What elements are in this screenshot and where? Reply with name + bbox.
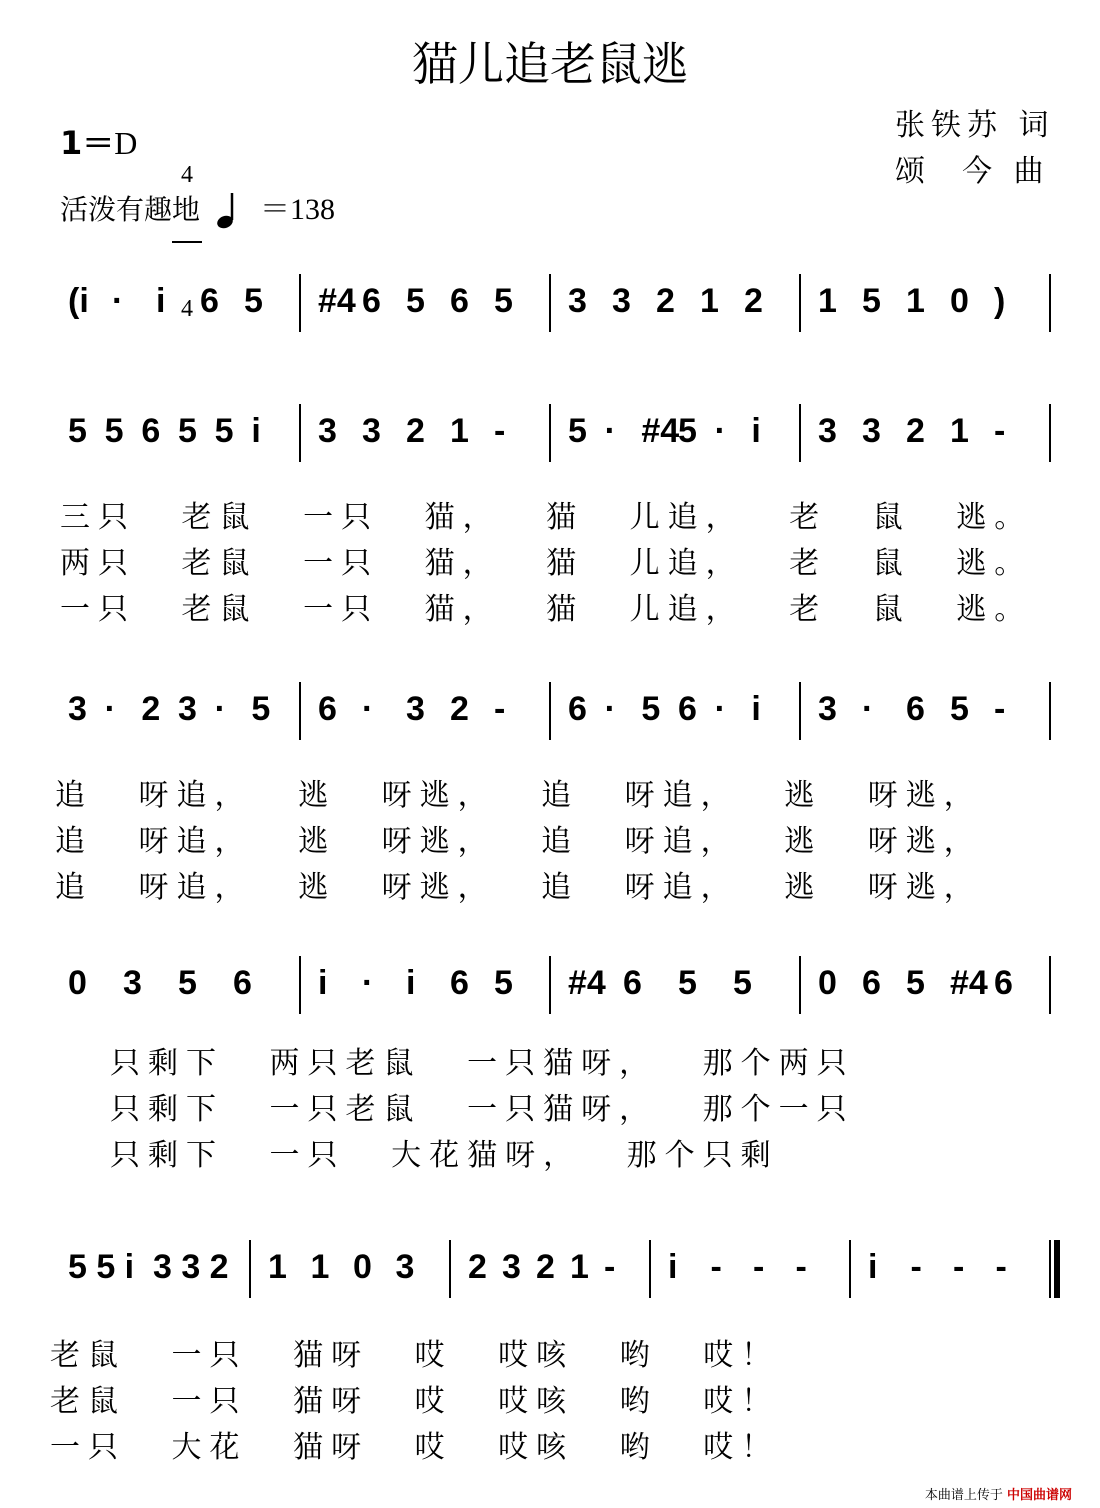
- tempo-bpm: ＝138: [260, 193, 336, 226]
- note: 6: [450, 964, 469, 1002]
- time-sig-bottom: 4: [181, 296, 193, 322]
- lyric-verse-1: 只剩下 两只老鼠 一只猫呀， 那个两只: [110, 1046, 855, 1081]
- footer-brand: 中国曲谱网: [1006, 1488, 1072, 1503]
- note: 5: [678, 412, 697, 450]
- note: 5: [494, 282, 513, 320]
- notation-line-2: [50, 404, 1070, 464]
- note: 6: [233, 964, 252, 1002]
- tempo-marking: [60, 184, 335, 228]
- lyric-verse-1: 老鼠 一只 猫呀 哎 哎咳 哟 哎！: [50, 1338, 780, 1373]
- note: 6: [862, 964, 881, 1002]
- note: -: [994, 690, 1006, 728]
- note: 5: [733, 964, 752, 1002]
- lyric-verse-1: 追 呀追， 逃 呀逃， 追 呀追， 逃 呀逃，: [55, 778, 982, 813]
- note: i: [668, 1248, 678, 1286]
- lyric-verse-2: 只剩下 一只老鼠 一只猫呀， 那个一只: [110, 1092, 855, 1127]
- composer-credit: 颂 今 曲: [895, 154, 1050, 189]
- note: ·: [104, 690, 116, 728]
- lyric-verse-3: 一只 老鼠 一只 猫， 猫 儿追， 老 鼠 逃。: [60, 592, 1033, 627]
- note: -: [494, 412, 506, 450]
- note: 5: [178, 964, 197, 1002]
- note: 0: [353, 1248, 372, 1286]
- note: 1: [700, 282, 719, 320]
- note: 5: [96, 1248, 116, 1286]
- note: -: [795, 1248, 807, 1286]
- note: -: [753, 1248, 765, 1286]
- note: 6: [141, 412, 161, 450]
- note: i: [751, 690, 761, 728]
- note: 5: [251, 690, 271, 728]
- note: -: [494, 690, 506, 728]
- note: -: [710, 1248, 722, 1286]
- time-sig-bar: [172, 241, 202, 243]
- note: 6: [362, 282, 381, 320]
- lyric-verse-3: 一只 大花 猫呀 哎 哎咳 哟 哎！: [50, 1430, 780, 1465]
- note: 5: [214, 412, 234, 450]
- note: 5: [494, 964, 513, 1002]
- note: i: [751, 412, 761, 450]
- note: 3: [153, 1248, 172, 1286]
- note: -: [994, 412, 1006, 450]
- note: 5: [178, 412, 197, 450]
- note: ·: [214, 690, 226, 728]
- note: i: [124, 1248, 135, 1286]
- note: 3: [568, 282, 587, 320]
- key-name: D: [114, 125, 138, 161]
- note: 1: [570, 1248, 589, 1286]
- note: 2: [209, 1248, 229, 1286]
- note: -: [604, 1248, 616, 1286]
- note: 3: [406, 690, 425, 728]
- note: 6: [994, 964, 1013, 1002]
- note: #4: [950, 964, 988, 1002]
- note: 2: [744, 282, 763, 320]
- note: 5: [950, 690, 969, 728]
- note: 5: [406, 282, 425, 320]
- note: i: [251, 412, 261, 450]
- note: 5: [862, 282, 881, 320]
- lyric-verse-1: 三只 老鼠 一只 猫， 猫 儿追， 老 鼠 逃。: [60, 500, 1033, 535]
- note: #4: [318, 282, 356, 320]
- note: 0: [68, 964, 87, 1002]
- note: 3: [123, 964, 142, 1002]
- note: ·: [714, 690, 726, 728]
- note: -: [995, 1248, 1007, 1286]
- lyric-verse-2: 追 呀追， 逃 呀逃， 追 呀追， 逃 呀逃，: [55, 824, 982, 859]
- note: ·: [604, 690, 616, 728]
- note: 6: [318, 690, 337, 728]
- note: 0: [818, 964, 837, 1002]
- note: ·: [604, 412, 616, 450]
- note: 5: [641, 690, 661, 728]
- note: 5: [68, 1248, 87, 1286]
- notation-line-4: [50, 956, 1070, 1016]
- note: 6: [623, 964, 642, 1002]
- note: 2: [406, 412, 425, 450]
- note: 5: [906, 964, 925, 1002]
- note: 6: [678, 690, 697, 728]
- note: 3: [68, 690, 87, 728]
- note: 1: [818, 282, 837, 320]
- note: (i: [68, 282, 89, 320]
- notation-line-3: [50, 682, 1070, 742]
- note: 1: [950, 412, 969, 450]
- note: i: [318, 964, 328, 1002]
- note: 5: [678, 964, 697, 1002]
- note: -: [910, 1248, 922, 1286]
- note: 0: [950, 282, 969, 320]
- note: 2: [536, 1248, 555, 1286]
- note: -: [953, 1248, 965, 1286]
- note: ): [994, 282, 1006, 320]
- note: ·: [862, 690, 874, 728]
- lyricist-credit: 张铁苏 词: [895, 108, 1055, 143]
- note: i: [868, 1248, 878, 1286]
- note: 5: [568, 412, 587, 450]
- lyric-verse-2: 两只 老鼠 一只 猫， 猫 儿追， 老 鼠 逃。: [60, 546, 1033, 581]
- note: 1: [450, 412, 469, 450]
- note: 6: [450, 282, 469, 320]
- notation-line-1: [50, 274, 1070, 334]
- note: 1: [906, 282, 925, 320]
- note: #4: [568, 964, 606, 1002]
- note: 6: [200, 282, 219, 320]
- song-title: 猫儿追老鼠逃: [412, 37, 688, 91]
- note: 3: [612, 282, 631, 320]
- note: ·: [362, 964, 374, 1002]
- lyric-verse-3: 只剩下 一只 大花猫呀， 那个只剩: [110, 1138, 779, 1173]
- final-barline: [1054, 1240, 1060, 1298]
- note: 6: [906, 690, 925, 728]
- note: 3: [818, 412, 837, 450]
- note: 3: [395, 1248, 415, 1286]
- note: i: [156, 282, 166, 320]
- footer-text: 本曲谱上传于: [924, 1488, 1003, 1503]
- note: 3: [181, 1248, 201, 1286]
- key-signature: [60, 118, 137, 164]
- note: ·: [112, 282, 124, 320]
- note: 5: [244, 282, 263, 320]
- note: 5: [68, 412, 87, 450]
- note: 6: [568, 690, 587, 728]
- note: 1: [310, 1248, 330, 1286]
- note: ·: [362, 690, 374, 728]
- note: i: [406, 964, 416, 1002]
- note: 2: [141, 690, 161, 728]
- note: 2: [906, 412, 925, 450]
- footer: [925, 1484, 1072, 1503]
- note: 5: [104, 412, 124, 450]
- note: 3: [818, 690, 837, 728]
- time-sig-top: 4: [181, 162, 193, 188]
- note: 3: [362, 412, 381, 450]
- lyric-verse-2: 老鼠 一只 猫呀 哎 哎咳 哟 哎！: [50, 1384, 780, 1419]
- note: #4: [641, 412, 680, 450]
- note: 2: [468, 1248, 487, 1286]
- key-prefix: 1＝: [60, 124, 115, 162]
- note: 3: [178, 690, 197, 728]
- note: 2: [656, 282, 675, 320]
- note: 3: [862, 412, 881, 450]
- note: 3: [502, 1248, 521, 1286]
- tempo-text: 活泼有趣地: [60, 193, 201, 226]
- note: ·: [714, 412, 726, 450]
- lyric-verse-3: 追 呀追， 逃 呀逃， 追 呀追， 逃 呀逃，: [55, 870, 982, 905]
- notation-line-5: [50, 1240, 1070, 1300]
- note: 2: [450, 690, 469, 728]
- note: 3: [318, 412, 337, 450]
- note: 1: [268, 1248, 287, 1286]
